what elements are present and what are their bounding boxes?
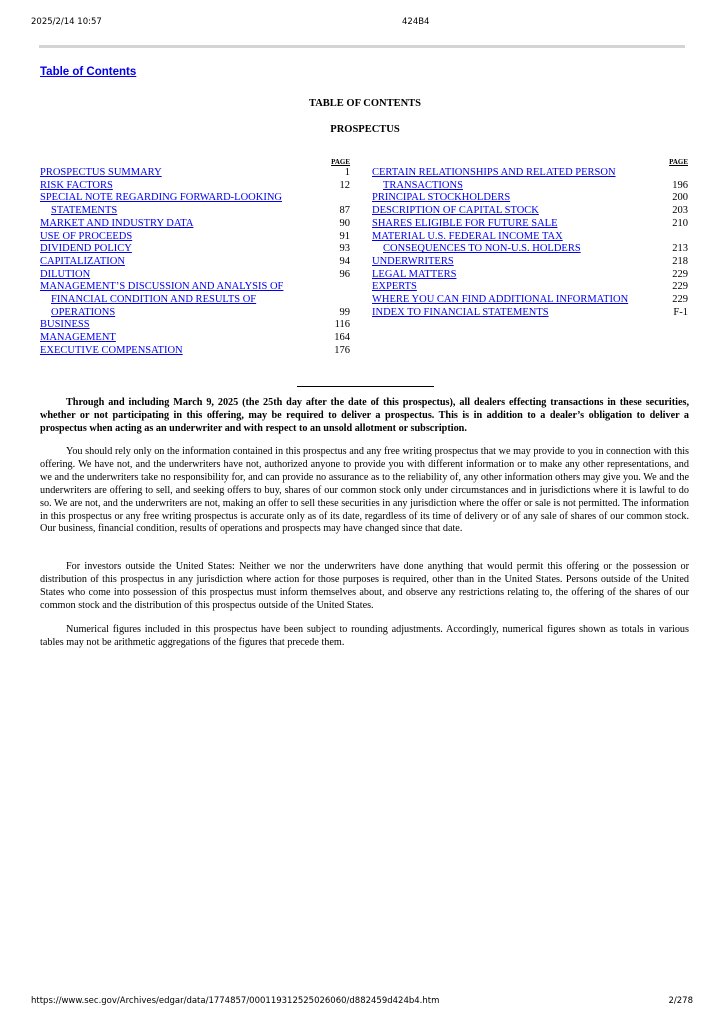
toc-row	[40, 332, 350, 345]
toc-row	[40, 180, 350, 193]
print-doc-id: 424B4	[402, 17, 430, 27]
toc-row	[40, 319, 350, 332]
toc-entry-link[interactable]: UNDERWRITERS	[372, 255, 454, 267]
reliance-paragraph: You should rely only on the information contained in this prospectus and any free writing prospectus that we may provide to you in connection with this offering. We have not, and the underwriters have not, authorized anyone to provide you with different information or to make any other representations, and we and the underwriters take no responsibility for, and can provide no assurance as to the reliability of, any other information others may give you. We and the underwriters are offering to sell, and seeking offers to buy, shares of our common stock only under circumstances and in jurisdictions where it is lawful to do so. We are not, and the underwriters are not, making an offer to sell these securities in any jurisdiction where the offer or sale is not permitted. The information in this prospectus or any free writing prospectus is accurate only as of its date, regardless of its time of delivery or of any sale of shares of our common stock. Our business, financial condition, results of operations and prospects may have changed since that date.	[40, 446, 689, 535]
toc-row	[372, 231, 688, 244]
source-url: https://www.sec.gov/Archives/edgar/data/1774857/000119312525026060/d882459d424b4.htm	[31, 996, 440, 1006]
toc-page-number: 203	[672, 205, 688, 217]
page-column-header: PAGE	[669, 158, 688, 166]
toc-row	[372, 218, 688, 231]
toc-row	[372, 243, 688, 256]
toc-page-number: 99	[339, 306, 350, 318]
toc-entry-link[interactable]: MANAGEMENT’S DISCUSSION AND ANALYSIS OF	[40, 281, 284, 293]
toc-row	[40, 205, 350, 218]
toc-page-number: 229	[672, 281, 688, 293]
toc-row	[40, 167, 350, 180]
toc-entry-link[interactable]: OPERATIONS	[51, 306, 116, 318]
print-footer	[0, 996, 724, 1010]
toc-row	[372, 281, 688, 294]
toc-page-number: 164	[334, 332, 350, 344]
toc-page-number: 91	[339, 230, 350, 242]
toc-row	[40, 281, 350, 294]
toc-entry-link[interactable]: USE OF PROCEEDS	[40, 230, 133, 242]
toc-page-number: 196	[672, 179, 688, 191]
toc-entry-link[interactable]: STATEMENTS	[51, 205, 118, 217]
toc-row	[372, 180, 688, 193]
toc-page-number: 1	[344, 167, 350, 178]
page-counter: 2/278	[668, 996, 693, 1006]
toc-entry-link[interactable]: RISK FACTORS	[40, 179, 113, 191]
toc-row	[40, 345, 350, 358]
page-column-header: PAGE	[331, 158, 350, 166]
toc-row	[40, 192, 350, 205]
toc-page-number: 94	[339, 255, 350, 267]
toc-row	[372, 167, 688, 180]
section-separator	[297, 386, 434, 387]
print-datetime: 2025/2/14 10:57	[31, 17, 102, 27]
toc-row	[372, 205, 688, 218]
rounding-paragraph: Numerical figures included in this prospectus have been subject to rounding adjustments. Accordingly, numerical figures shown as totals in various tables may not be arithmetic aggregations of the figures that precede them.	[40, 624, 689, 648]
table-of-contents-link[interactable]: Table of Contents	[40, 66, 137, 78]
toc-left-rows	[40, 167, 350, 358]
toc-entry-link[interactable]: TRANSACTIONS	[383, 179, 463, 191]
toc-entry-link[interactable]: CAPITALIZATION	[40, 255, 125, 267]
toc-entry-link[interactable]: SPECIAL NOTE REGARDING FORWARD-LOOKING	[40, 192, 282, 204]
toc-row	[372, 294, 688, 307]
toc-entry-link[interactable]: LEGAL MATTERS	[372, 268, 457, 280]
toc-page-number: F-1	[673, 306, 688, 318]
toc-row	[40, 294, 350, 307]
toc-entry-link[interactable]: PRINCIPAL STOCKHOLDERS	[372, 192, 511, 204]
toc-entry-link[interactable]: EXECUTIVE COMPENSATION	[40, 344, 183, 356]
toc-entry-link[interactable]: CONSEQUENCES TO NON-U.S. HOLDERS	[383, 243, 581, 255]
toc-page-number: 213	[672, 243, 688, 255]
toc-row	[372, 192, 688, 205]
toc-page-number: 116	[334, 319, 350, 331]
toc-page-number: 210	[672, 217, 688, 229]
toc-page-number: 90	[339, 217, 350, 229]
toc-row	[372, 269, 688, 282]
toc-entry-link[interactable]: PROSPECTUS SUMMARY	[40, 167, 162, 178]
toc-right-column	[372, 155, 688, 319]
toc-row	[372, 307, 688, 320]
toc-row	[40, 218, 350, 231]
toc-row	[372, 256, 688, 269]
toc-page-number: 93	[339, 243, 350, 255]
toc-page-number: 96	[339, 268, 350, 280]
non-us-investors-paragraph: For investors outside the United States: Neither we nor the underwriters have done anything that would permit this offering or the possession or distribution of this prospectus in any jurisdiction where action for those purposes is required, other than in the United States. Persons outside of the United States who come into possession of this prospectus must inform themselves about, and observe any restrictions relating to, the offering of the shares of our common stock and the distribution of this prospectus outside of the United States.	[40, 561, 689, 611]
toc-title: TABLE OF CONTENTS	[308, 98, 422, 109]
toc-entry-link[interactable]: FINANCIAL CONDITION AND RESULTS OF	[51, 294, 257, 306]
toc-page-number: 87	[339, 205, 350, 217]
toc-page-number: 229	[672, 268, 688, 280]
toc-left-column	[40, 155, 350, 358]
toc-entry-link[interactable]: SHARES ELIGIBLE FOR FUTURE SALE	[372, 217, 558, 229]
toc-page-number: 218	[672, 255, 688, 267]
print-header	[0, 17, 724, 31]
toc-entry-link[interactable]: WHERE YOU CAN FIND ADDITIONAL INFORMATION	[372, 294, 629, 306]
prospectus-subtitle: PROSPECTUS	[330, 124, 400, 135]
toc-entry-link[interactable]: MARKET AND INDUSTRY DATA	[40, 217, 194, 229]
toc-entry-link[interactable]: MANAGEMENT	[40, 332, 116, 344]
toc-row	[40, 231, 350, 244]
toc-page-number: 176	[334, 344, 350, 356]
toc-page-number: 12	[339, 179, 350, 191]
dealer-prospectus-notice: Through and including March 9, 2025 (the 25th day after the date of this prospectus), all dealers effecting transactions in these securities, whether or not participating in this offering, may be required to deliver a prospectus. This is in addition to a dealer’s obligation to deliver a prospectus when acting as an underwriter and with respect to an unsold allotment or subscription.	[40, 397, 689, 434]
toc-row	[40, 243, 350, 256]
toc-page-number: 229	[672, 294, 688, 306]
toc-entry-link[interactable]: MATERIAL U.S. FEDERAL INCOME TAX	[372, 230, 563, 242]
toc-entry-link[interactable]: INDEX TO FINANCIAL STATEMENTS	[372, 306, 549, 318]
toc-entry-link[interactable]: BUSINESS	[40, 319, 90, 331]
top-divider	[39, 45, 685, 48]
toc-row	[40, 256, 350, 269]
toc-row	[40, 269, 350, 282]
toc-entry-link[interactable]: DIVIDEND POLICY	[40, 243, 132, 255]
toc-page-number: 200	[672, 192, 688, 204]
toc-entry-link[interactable]: DILUTION	[40, 268, 91, 280]
toc-entry-link[interactable]: DESCRIPTION OF CAPITAL STOCK	[372, 205, 539, 217]
toc-right-rows	[372, 167, 688, 319]
toc-row	[40, 307, 350, 320]
toc-entry-link[interactable]: EXPERTS	[372, 281, 417, 293]
toc-entry-link[interactable]: CERTAIN RELATIONSHIPS AND RELATED PERSON	[372, 167, 616, 178]
